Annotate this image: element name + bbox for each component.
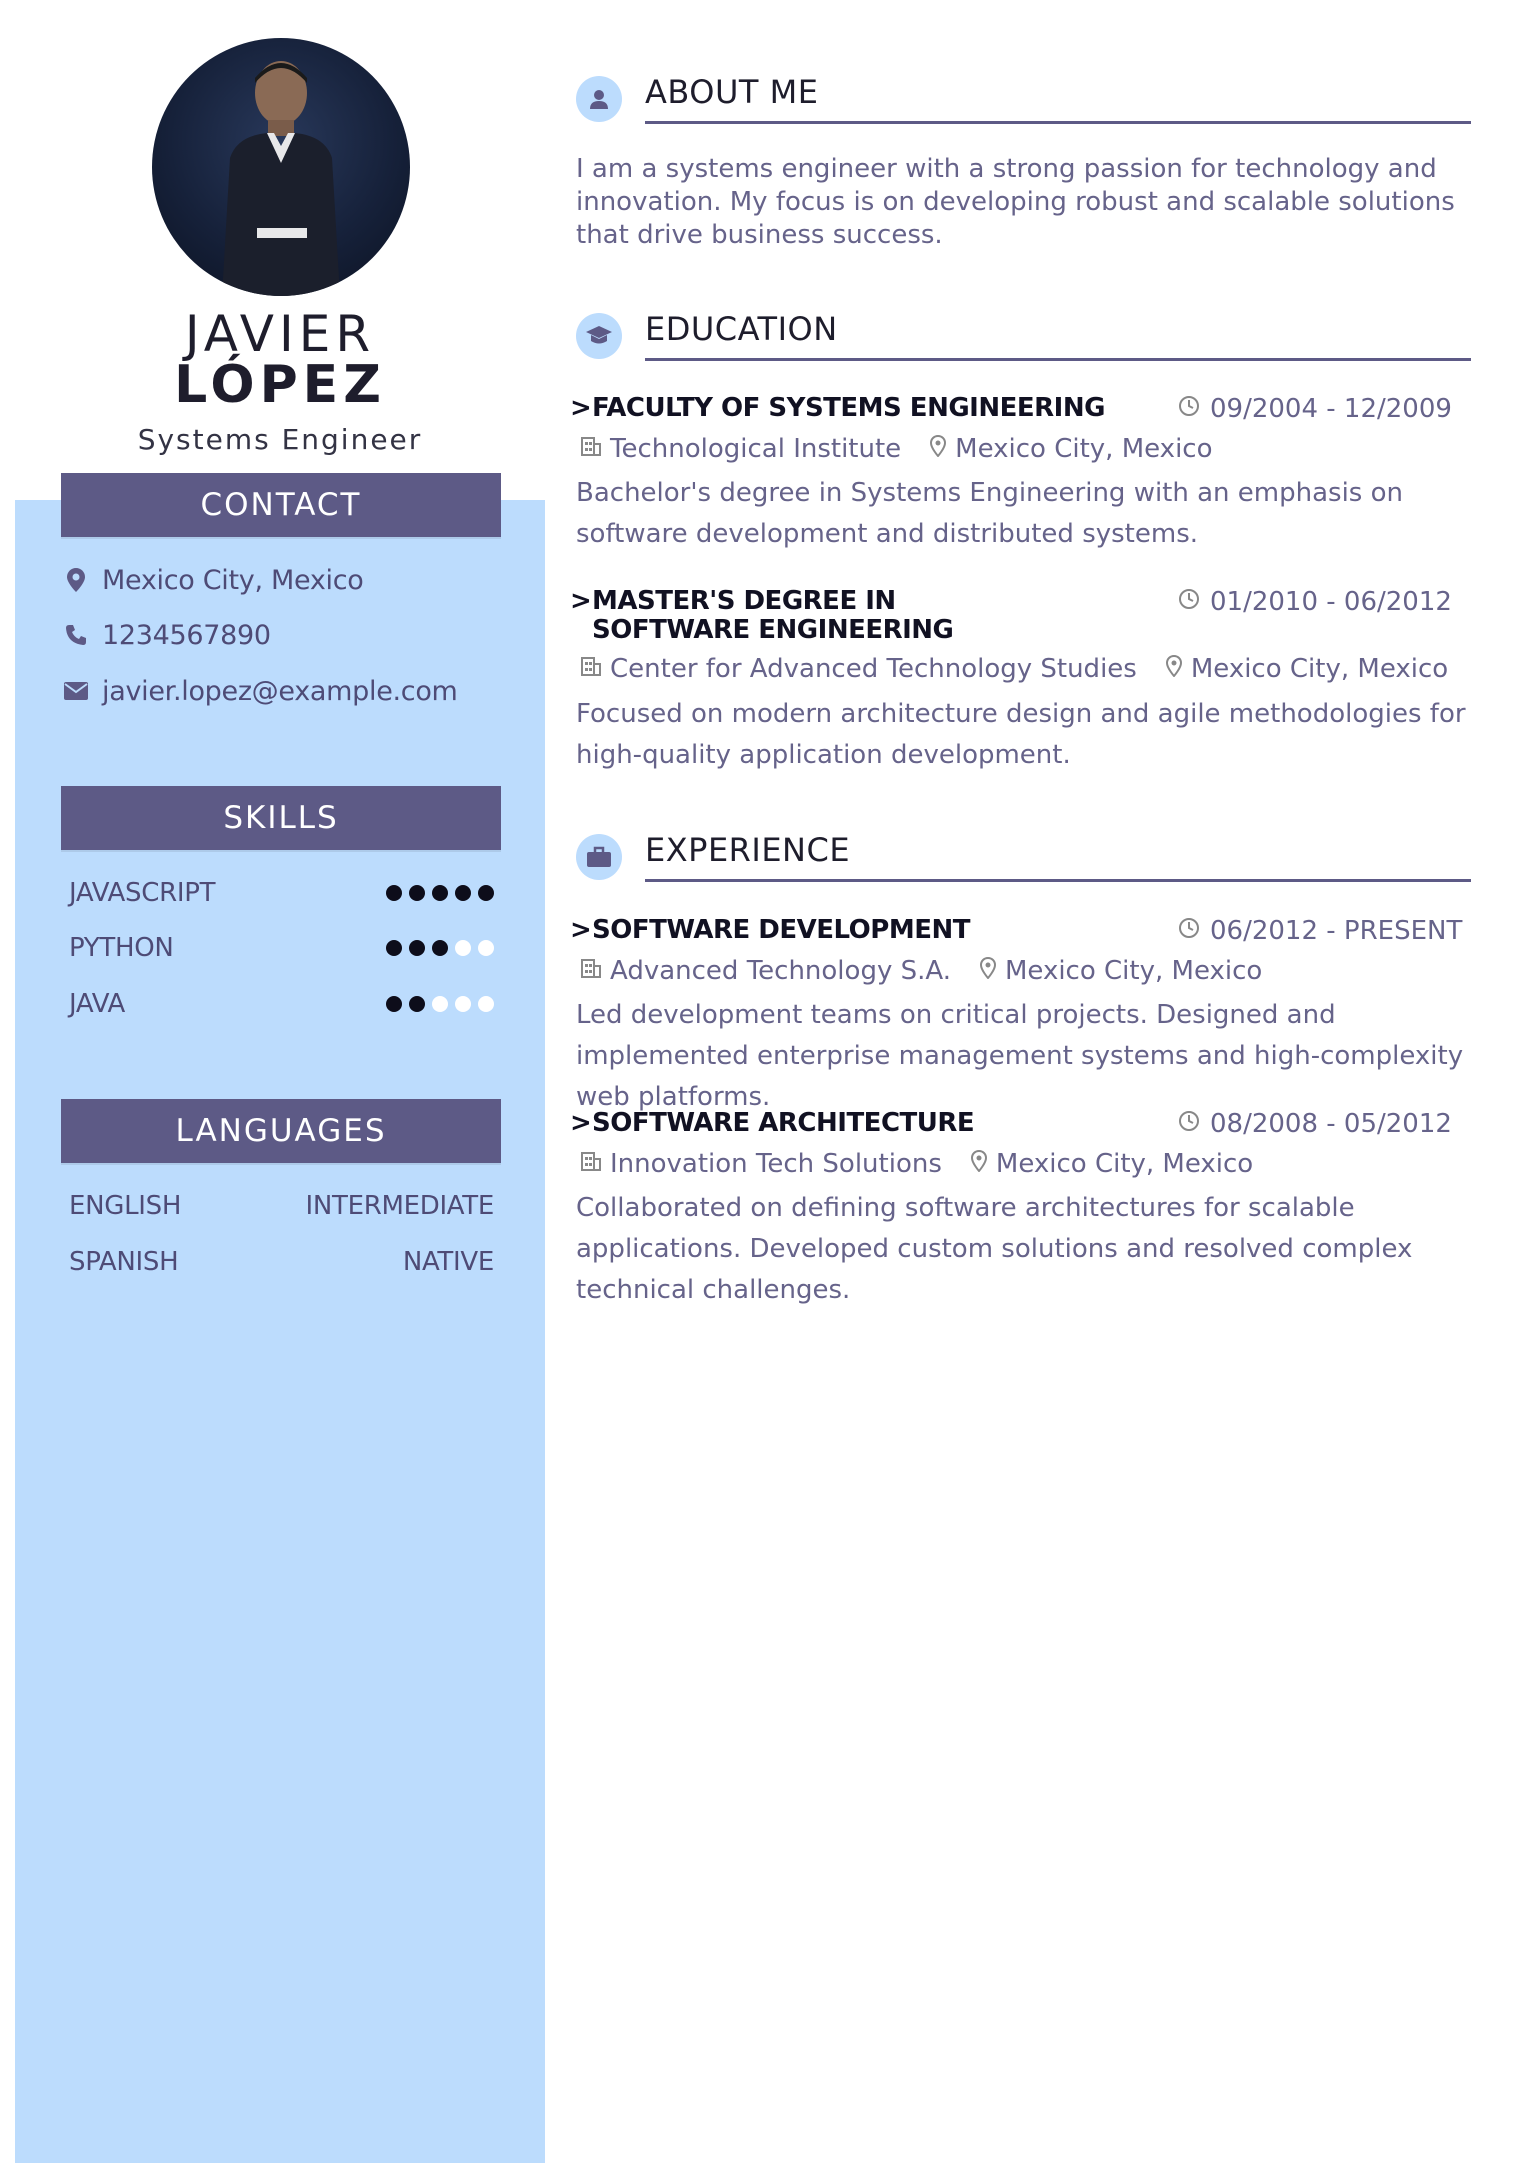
education-title-text: MASTER'S DEGREE IN SOFTWARE ENGINEERING — [592, 586, 954, 645]
rating-dot-filled — [386, 940, 402, 956]
education-meta — [580, 434, 1213, 464]
skill-name: JAVA — [69, 989, 126, 1019]
rating-dot-filled — [386, 996, 402, 1012]
contact-phone — [64, 615, 504, 655]
skill-name: PYTHON — [69, 933, 174, 963]
education-title — [570, 587, 1020, 645]
language-name: SPANISH — [69, 1247, 179, 1277]
language-name: ENGLISH — [69, 1191, 182, 1221]
skill-item — [69, 928, 494, 968]
experience-title — [570, 916, 1130, 945]
contact-location-text: Mexico City, Mexico — [102, 564, 364, 596]
graduation-cap-icon — [576, 313, 622, 359]
experience-meta — [580, 1149, 1253, 1179]
clock-icon — [1178, 394, 1200, 424]
rating-dot-filled — [409, 996, 425, 1012]
location-pin-outline-icon — [970, 1149, 988, 1179]
skill-rating — [386, 996, 494, 1012]
education-location: Mexico City, Mexico — [1190, 654, 1449, 684]
clock-icon — [1178, 1109, 1200, 1139]
clock-icon — [1178, 916, 1200, 946]
company-name: Innovation Tech Solutions — [610, 1149, 942, 1179]
experience-title-text: SOFTWARE ARCHITECTURE — [592, 1108, 975, 1138]
education-description: Focused on modern architecture design and agile methodologies for high-quality application development. — [576, 699, 1466, 770]
contact-heading: CONTACT — [61, 473, 501, 537]
person-photo-icon — [152, 38, 410, 296]
location-pin-outline-icon — [929, 434, 947, 464]
institution-name: Technological Institute — [610, 434, 902, 464]
education-location: Mexico City, Mexico — [955, 434, 1213, 464]
experience-location: Mexico City, Mexico — [1004, 956, 1263, 986]
location-pin-icon — [64, 568, 88, 592]
building-icon — [580, 654, 602, 684]
contact-email[interactable] — [64, 671, 504, 711]
user-icon — [576, 76, 622, 122]
experience-meta — [580, 956, 1262, 986]
first-name: JAVIER — [184, 305, 376, 363]
about-heading: ABOUT ME — [645, 73, 819, 111]
rating-dot-empty — [455, 940, 471, 956]
rating-dot-filled — [432, 885, 448, 901]
education-title-text: FACULTY OF SYSTEMS ENGINEERING — [592, 393, 1105, 423]
rating-dot-empty — [455, 996, 471, 1012]
education-heading: EDUCATION — [645, 310, 838, 348]
experience-dates — [1178, 1109, 1452, 1139]
rating-dot-filled — [455, 885, 471, 901]
section-divider — [645, 358, 1471, 361]
experience-dates-text: 08/2008 - 05/2012 — [1210, 1109, 1452, 1139]
phone-icon — [64, 623, 88, 647]
education-dates-text: 01/2010 - 06/2012 — [1210, 587, 1452, 617]
building-icon — [580, 434, 602, 464]
skills-heading: SKILLS — [61, 786, 501, 850]
experience-location: Mexico City, Mexico — [995, 1149, 1254, 1179]
rating-dot-filled — [409, 940, 425, 956]
chevron-right-glyph: > — [570, 915, 592, 945]
institution-name: Center for Advanced Technology Studies — [610, 654, 1137, 684]
sidebar-background — [15, 500, 545, 2163]
education-dates — [1178, 587, 1452, 617]
last-name: LÓPEZ — [174, 355, 386, 415]
rating-dot-empty — [478, 940, 494, 956]
section-divider — [645, 879, 1471, 882]
experience-title-text: SOFTWARE DEVELOPMENT — [592, 915, 970, 945]
experience-heading: EXPERIENCE — [645, 831, 851, 869]
experience-dates — [1178, 916, 1462, 946]
rating-dot-empty — [432, 996, 448, 1012]
experience-description: Led development teams on critical projects. Designed and implemented enterprise management systems and high-complexity web platforms. — [576, 1000, 1464, 1112]
chevron-right-glyph: > — [570, 586, 592, 616]
languages-heading: LANGUAGES — [61, 1099, 501, 1163]
building-icon — [580, 956, 602, 986]
company-name: Advanced Technology S.A. — [610, 956, 951, 986]
rating-dot-filled — [409, 885, 425, 901]
chevron-right-glyph: > — [570, 393, 592, 423]
language-item — [69, 1242, 494, 1282]
education-dates — [1178, 394, 1452, 424]
language-item — [69, 1186, 494, 1226]
location-pin-outline-icon — [979, 956, 997, 986]
skill-rating — [386, 885, 494, 901]
education-meta — [580, 654, 1448, 684]
experience-title — [570, 1109, 1130, 1138]
contact-location — [64, 560, 504, 600]
skill-rating — [386, 940, 494, 956]
experience-dates-text: 06/2012 - PRESENT — [1210, 916, 1463, 946]
briefcase-icon — [576, 834, 622, 880]
skill-item — [69, 984, 494, 1024]
job-title: Systems Engineer — [137, 423, 423, 456]
education-dates-text: 09/2004 - 12/2009 — [1210, 394, 1452, 424]
chevron-right-glyph: > — [570, 1108, 592, 1138]
rating-dot-empty — [478, 996, 494, 1012]
building-icon — [580, 1149, 602, 1179]
education-title — [570, 394, 1130, 423]
language-level: NATIVE — [402, 1247, 494, 1277]
contact-email-text[interactable]: javier.lopez@example.com — [102, 675, 458, 707]
location-pin-outline-icon — [1165, 654, 1183, 684]
education-description: Bachelor's degree in Systems Engineering with an emphasis on software development and distributed systems. — [576, 478, 1403, 549]
contact-phone-text: 1234567890 — [102, 619, 271, 651]
experience-description: Collaborated on defining software architectures for scalable applications. Developed custom solutions and resolved complex technical challenges. — [576, 1193, 1413, 1305]
rating-dot-filled — [386, 885, 402, 901]
skill-item — [69, 873, 494, 913]
about-text: I am a systems engineer with a strong passion for technology and innovation. My focus is on developing robust and scalable solutions that drive business success. — [576, 154, 1455, 250]
rating-dot-filled — [478, 885, 494, 901]
skill-name: JAVASCRIPT — [69, 878, 216, 908]
email-icon — [64, 679, 88, 703]
clock-icon — [1178, 587, 1200, 617]
profile-photo — [152, 38, 410, 296]
section-divider — [645, 121, 1471, 124]
language-level: INTERMEDIATE — [305, 1191, 494, 1221]
rating-dot-filled — [432, 940, 448, 956]
